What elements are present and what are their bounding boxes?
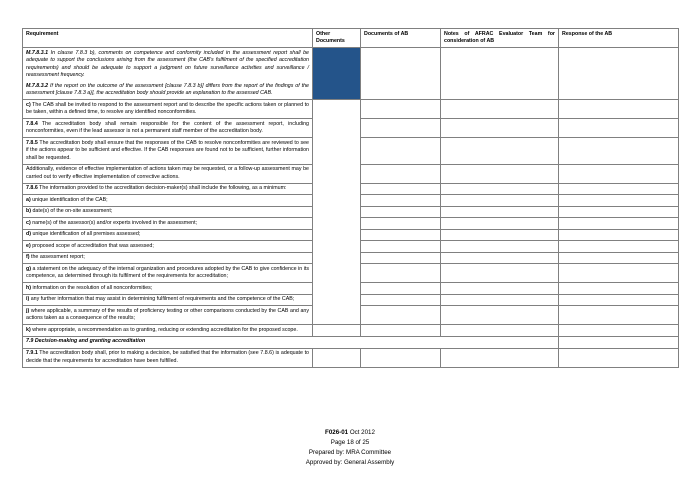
notes-afrac-cell[interactable]: [441, 119, 559, 138]
notes-afrac-cell[interactable]: [441, 206, 559, 218]
clause-label: i): [26, 296, 30, 303]
clause-text: proposed scope of accreditation that was assessed;: [30, 242, 154, 249]
notes-afrac-cell[interactable]: [441, 252, 559, 264]
notes-afrac-cell[interactable]: [441, 241, 559, 253]
table-row: [23, 48, 679, 100]
col-header-notes-afrac: Notes of AFRAC Evaluator Team for consideration of AB: [441, 29, 559, 48]
page-footer: [0, 428, 700, 468]
other-documents-cell-merged[interactable]: [313, 100, 361, 325]
notes-afrac-cell[interactable]: [441, 294, 559, 306]
notes-afrac-cell[interactable]: [441, 325, 559, 337]
clause-label: d): [26, 231, 31, 238]
clause-label: j): [26, 307, 30, 314]
requirement-cell-additionally: [23, 164, 313, 183]
section-heading-79: 7.9 Decision-making and granting accreditation: [23, 336, 559, 348]
requirement-cell-e: [23, 241, 313, 253]
documents-of-ab-cell[interactable]: [361, 183, 441, 195]
notes-afrac-cell[interactable]: [441, 100, 559, 119]
clause-text: The accreditation body shall, prior to making a decision, be satisfied that the information (see 7.8.6) is adequate to decide that the requirements for accreditation have been fulfilled.: [26, 350, 309, 364]
clause-label: g): [26, 265, 31, 272]
response-of-ab-cell[interactable]: [559, 48, 679, 100]
notes-afrac-cell[interactable]: [441, 218, 559, 230]
table-row-section-heading: [23, 336, 679, 348]
documents-of-ab-cell[interactable]: [361, 283, 441, 295]
response-of-ab-cell[interactable]: [559, 294, 679, 306]
table-row: [23, 348, 679, 367]
other-documents-cell[interactable]: [313, 348, 361, 367]
other-documents-cell[interactable]: [313, 325, 361, 337]
documents-of-ab-cell[interactable]: [361, 195, 441, 207]
clause-text: the assessment report;: [29, 254, 85, 261]
documents-of-ab-cell[interactable]: [361, 138, 441, 165]
notes-afrac-cell[interactable]: [441, 264, 559, 283]
table-body: [23, 48, 679, 368]
col-header-response-of-ab: Response of the AB: [559, 29, 679, 48]
clause-text: a statement on the adequacy of the internal organization and procedures adopted by the CAB to give confidence in its competence, as determined through its fulfilment of the requirements for accreditation;: [26, 265, 309, 280]
requirement-cell-791: [23, 348, 313, 367]
documents-of-ab-cell[interactable]: [361, 229, 441, 241]
documents-of-ab-cell[interactable]: [361, 252, 441, 264]
documents-of-ab-cell[interactable]: [361, 325, 441, 337]
response-of-ab-cell[interactable]: [559, 100, 679, 119]
clause-text: The CAB shall be invited to respond to the assessment report and to describe the specific actions taken or planned to be taken, within a defined time, to resolve any identified nonconformities.: [26, 101, 309, 116]
documents-of-ab-cell[interactable]: [361, 48, 441, 100]
documents-of-ab-cell[interactable]: [361, 294, 441, 306]
notes-afrac-cell[interactable]: [441, 348, 559, 367]
documents-of-ab-cell[interactable]: [361, 306, 441, 325]
clause-text: The accreditation body shall ensure that the responses of the CAB to resolve nonconformities are reviewed to see if the actions appear to be sufficient and effective. If the CAB responses are found not to be sufficient, further information shall be requested.: [26, 139, 309, 161]
response-of-ab-cell[interactable]: [559, 336, 679, 348]
clause-text: any further information that may assist in determining fulfilment of requirements and the competence of the CAB;: [29, 296, 295, 303]
requirement-cell-d: [23, 229, 313, 241]
requirement-cell-m78331: [23, 48, 313, 100]
footer-form-date: Oct 2012: [348, 429, 375, 436]
footer-prepared-by: Prepared by: MRA Committee: [308, 449, 392, 457]
notes-afrac-cell[interactable]: [441, 229, 559, 241]
response-of-ab-cell[interactable]: [559, 283, 679, 295]
response-of-ab-cell[interactable]: [559, 306, 679, 325]
footer-page-number: Page 18 of 25: [330, 439, 370, 447]
notes-afrac-cell[interactable]: [441, 48, 559, 100]
requirement-cell-h: [23, 283, 313, 295]
notes-afrac-cell[interactable]: [441, 306, 559, 325]
requirement-cell-a: [23, 195, 313, 207]
response-of-ab-cell[interactable]: [559, 348, 679, 367]
notes-afrac-cell[interactable]: [441, 195, 559, 207]
response-of-ab-cell[interactable]: [559, 206, 679, 218]
requirement-cell-k: [23, 325, 313, 337]
documents-of-ab-cell[interactable]: [361, 218, 441, 230]
clause-text: unique identification of the CAB;: [30, 196, 108, 203]
col-header-requirement: Requirement: [23, 29, 313, 48]
response-of-ab-cell[interactable]: [559, 218, 679, 230]
footer-form-code: F026-01: [325, 429, 349, 436]
footer-approved-by: Approved by: General Assembly: [305, 459, 395, 467]
response-of-ab-cell[interactable]: [559, 183, 679, 195]
clause-text: Additionally, evidence of effective implementation of actions taken may be requested, or a follow-up assessment may be carried out to verify effective implementation of corrective actions.: [26, 166, 309, 180]
response-of-ab-cell[interactable]: [559, 241, 679, 253]
clause-text: The information provided to the accreditation decision-maker(s) shall include the following, as a minimum:: [37, 185, 287, 192]
clause-label: f): [26, 254, 30, 261]
documents-of-ab-cell[interactable]: [361, 241, 441, 253]
clause-label: c): [26, 219, 31, 226]
requirement-cell-cc: [23, 218, 313, 230]
other-documents-cell-highlighted[interactable]: [313, 48, 361, 100]
notes-afrac-cell[interactable]: [441, 283, 559, 295]
clause-label: 7.8.6: [26, 185, 38, 192]
documents-of-ab-cell[interactable]: [361, 100, 441, 119]
documents-of-ab-cell[interactable]: [361, 206, 441, 218]
documents-of-ab-cell[interactable]: [361, 164, 441, 183]
response-of-ab-cell[interactable]: [559, 138, 679, 165]
clause-label: k): [26, 326, 31, 333]
response-of-ab-cell[interactable]: [559, 264, 679, 283]
footer-form-line: [0, 428, 700, 438]
response-of-ab-cell[interactable]: [559, 119, 679, 138]
table-row: [23, 100, 679, 119]
requirement-cell-784: [23, 119, 313, 138]
response-of-ab-cell[interactable]: [559, 195, 679, 207]
requirement-cell-c: [23, 100, 313, 119]
table-header: [23, 29, 679, 48]
response-of-ab-cell[interactable]: [559, 164, 679, 183]
documents-of-ab-cell[interactable]: [361, 348, 441, 367]
notes-afrac-cell[interactable]: [441, 183, 559, 195]
col-header-documents-of-ab: Documents of AB: [361, 29, 441, 48]
clause-label: e): [26, 242, 31, 249]
clause-label: b): [26, 208, 31, 215]
requirement-cell-g: [23, 264, 313, 283]
clause-label: 7.9.1: [26, 350, 38, 356]
clause-label: M.7.8.3.1: [26, 49, 49, 56]
clause-label: 7.8.4: [26, 120, 38, 127]
documents-of-ab-cell[interactable]: [361, 119, 441, 138]
clause-label: c): [26, 101, 31, 108]
requirement-cell-b: [23, 206, 313, 218]
response-of-ab-cell[interactable]: [559, 229, 679, 241]
requirement-cell-i: [23, 294, 313, 306]
response-of-ab-cell[interactable]: [559, 325, 679, 337]
col-header-other-documents: Other Documents: [313, 29, 361, 48]
requirements-table: [22, 28, 679, 368]
clause-text: date(s) of the on-site assessment;: [31, 208, 113, 215]
table-header-row: [23, 29, 679, 48]
clause-label: a): [26, 196, 31, 203]
clause-text: where applicable, a summary of the results of proficiency testing or other comparisons conducted by the CAB and any actions taken as a consequence of the results;: [26, 307, 309, 322]
clause-text: The accreditation body shall remain responsible for the content of the assessment report, including nonconformities, even if the lead assessor is not a permanent staff member of the accreditation body.: [26, 120, 309, 135]
clause-text: information on the resolution of all nonconformities;: [31, 284, 153, 291]
requirement-cell-j: [23, 306, 313, 325]
notes-afrac-cell[interactable]: [441, 164, 559, 183]
documents-of-ab-cell[interactable]: [361, 264, 441, 283]
requirement-cell-f: [23, 252, 313, 264]
response-of-ab-cell[interactable]: [559, 252, 679, 264]
table-row: [23, 325, 679, 337]
requirement-cell-785: [23, 138, 313, 165]
clause-text: If the report on the outcome of the assessment [clause 7.8.3 b)] differs from the report of the findings of the assessment [clause 7.8.3 a)], the accreditation body should provide an explanation to the assessed CAB.: [26, 82, 309, 97]
clause-label: 7.8.5: [26, 139, 38, 146]
clause-text: where appropriate, a recommendation as to granting, reducing or extending accreditation for the proposed scope.: [30, 326, 298, 333]
requirement-cell-786: [23, 183, 313, 195]
clause-text: name(s) of the assessor(s) and/or experts involved in the assessment;: [30, 219, 198, 226]
clause-text: In clause 7.8.3 b), comments on competence and conformity included in the assessment report shall be adequate to support the conclusions arising from the assessment (the CAB's fulfilment of the specified accreditation requirements) and should be adequate to support a judgment on future surveillance activities and surveillance / reassessment frequency.: [26, 49, 309, 79]
notes-afrac-cell[interactable]: [441, 138, 559, 165]
clause-text: unique identification of all premises assessed;: [31, 231, 141, 238]
clause-label: M.7.8.3.2: [26, 82, 49, 89]
clause-label: h): [26, 284, 31, 291]
